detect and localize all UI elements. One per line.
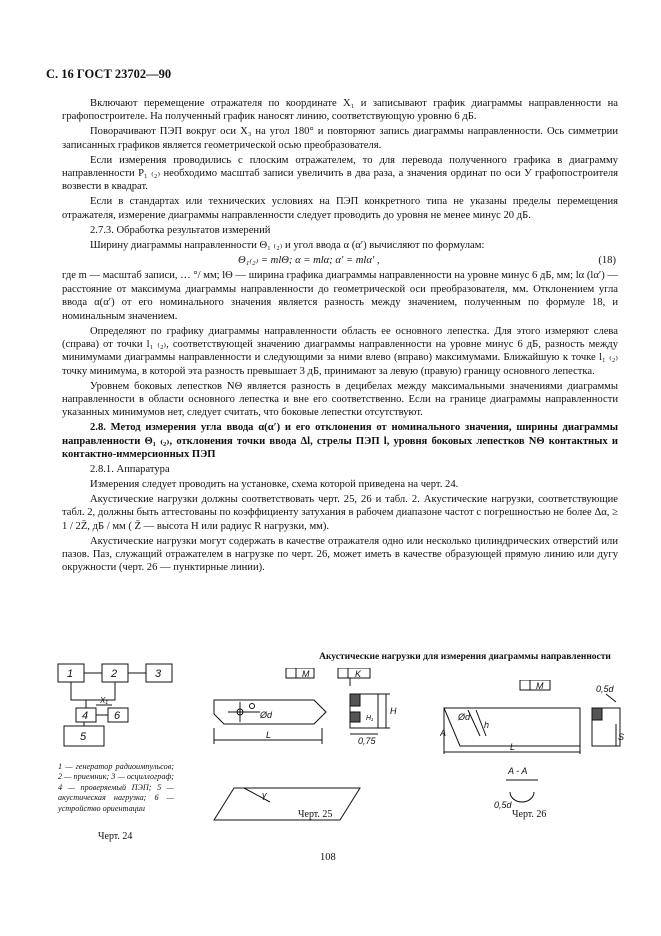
section-heading: 2.8. Метод измерения угла ввода α(α′) и его отклонения от номинального значения, ширины диаграммы направленности Θ₁ ₍₂₎, отклонения точки ввода Δl, стрелы ПЭП l, уровня боковых лепестков NΘ контактных и контактно-иммерсионных ПЭП (62, 422, 618, 461)
subsection-title: 2.8.1. Аппаратура (90, 464, 170, 476)
paragraph: Если измерения проводились с плоским отражателем, то для перевода полученного графика в диаграмму направленности P₁ ₍₂₎ необходимо масштаб записи увеличить в два раза, а значения ординат по оси У графопостроителя возвести в квадрат. (62, 154, 618, 193)
paragraph: Если в стандартах или технических условиях на ПЭП конкретного типа не указаны пределы перемещения отражателя, измерение диаграммы направленности следует проводить до уровня не менее минус 20 дБ. (62, 196, 618, 221)
label-dim: 0,75 (358, 736, 376, 746)
caption-26: Черт. 26 (512, 809, 547, 820)
acoustic-load-25 (210, 668, 420, 778)
paragraph: Уровнем боковых лепестков NΘ является разность в децибелах между максимальными значениями диаграммы направленности в области основного лепестка и вне его соответственно. Если на границе диаграммы направленности указанных минимумов нет, следует считать, что боковые лепестки отсутствуют. (62, 380, 618, 419)
block-2-label: 2 (111, 668, 118, 680)
formula-number: (18) (598, 254, 616, 266)
block-4-label: 4 (82, 710, 89, 722)
acoustic-load-25-side (210, 776, 380, 826)
paragraph: Акустические нагрузки должны соответствовать черт. 25, 26 и табл. 2. Акустические нагрузки, соответствующие табл. 2, должны быть аттестованы по коэффициенту затухания в рабочем диапазоне частот с погрешностью не более Δα, ≥ 1 / 2Z̄, дБ / мм ( Z̄ — высота H или радиус R нагрузки, мм). (62, 493, 618, 532)
label-length: L (266, 730, 272, 740)
page-header: С. 16 ГОСТ 23702—90 (46, 67, 172, 81)
label-k: K (355, 669, 362, 679)
label-side: S (618, 732, 625, 742)
page-number: 108 (320, 852, 336, 863)
label-section: A - A (508, 766, 528, 776)
subsection-title: 2.7.3. Обработка результатов измерений (90, 224, 271, 236)
paragraph: Акустические нагрузки могут содержать в качестве отражателя одно или несколько цилиндрических отверстий или пазов. Паз, служащий отражателем в нагрузке по черт. 26, может иметь в качестве образующей прямую линию или дугу окружности (черт. 26 — пунктирные линии). (62, 535, 618, 574)
block-3-label: 3 (155, 668, 162, 680)
paragraph: Поворачивают ПЭП вокруг оси X₃ на угол 180° и повторяют запись диаграммы направленности. Ось симметрии записанных графиков является геометрической осью преобразователя. (62, 126, 618, 151)
label-m: M (302, 669, 310, 679)
acoustic-load-26 (440, 680, 626, 820)
formula-18 (62, 254, 618, 267)
formula-expression: Θ₁₍₂₎ = mlΘ; α = mlα; α′ = mlα′ , (238, 254, 380, 266)
label-length: L (510, 742, 516, 752)
main-text (62, 97, 618, 576)
label-chamfer: 0,5d (596, 684, 614, 694)
label-angle: γ (262, 790, 267, 800)
paragraph: где m — масштаб записи, … °/ мм; lΘ — ширина графика диаграммы направленности на уровне минус 6 дБ, мм; lα (lα′) — расстояние от максимума диаграммы направленности до геометрической оси преобразователя, мм. Отклонением угла ввода α(α′) от его номинального значения является разность между значением, полученным по формуле 18, и номинальным значением. (62, 270, 618, 322)
paragraph: Измерения следует проводить на установке, схема которой приведена на черт. 24. (90, 478, 459, 490)
label-height: H (390, 706, 397, 716)
label-h1: H₁ (366, 715, 374, 722)
block-6-label: 6 (114, 710, 121, 722)
paragraph: Ширину диаграммы направленности Θ₁ ₍₂₎ и угол ввода α (α′) вычисляют по формулам: (90, 239, 485, 251)
caption-24: Черт. 24 (98, 831, 133, 842)
label-diameter: Ød (458, 712, 471, 722)
paragraph: Включают перемещение отражателя по координате X₁ и записывают график диаграммы направленности на графопостроителе. На полученный график наносят линию, соответствующую уровню 6 дБ. (62, 98, 618, 123)
label-chamfer2: 0,5d (494, 800, 512, 810)
label-diameter: Ød (260, 710, 273, 720)
label-h: h (484, 720, 490, 730)
label-m: M (536, 681, 544, 691)
block-diagram (56, 660, 176, 750)
paragraph: Определяют по графику диаграммы направленности область ее основного лепестка. Для этого измеряют слева (справа) от точки l₁ ₍₂₎, соответствующей значению диаграммы направленности на уровне минус 6 дБ, разность между минимумами диаграммы направленности и следующими за ними влево (вправо) максимумами. Ближайшую к точке l₁ ₍₂₎ точку минимума, в которой эта разность превышает 3 дБ, принимают за левую (правую) границу основного лепестка. (62, 325, 618, 377)
label-a: A (440, 728, 447, 738)
block-5-label: 5 (80, 731, 87, 743)
axis-label: X₁ (100, 696, 108, 705)
figure-title: Акустические нагрузки для измерения диаграммы направленности (319, 652, 611, 662)
block-1-label: 1 (67, 668, 74, 680)
caption-25: Черт. 25 (298, 809, 333, 820)
fig24-legend: 1 — генератор радиоимпульсов; 2 — приемник; 3 — осциллограф; 4 — проверяемый ПЭП; 5 — акустическая нагрузка; 6 — устройство ориентации (58, 762, 174, 813)
